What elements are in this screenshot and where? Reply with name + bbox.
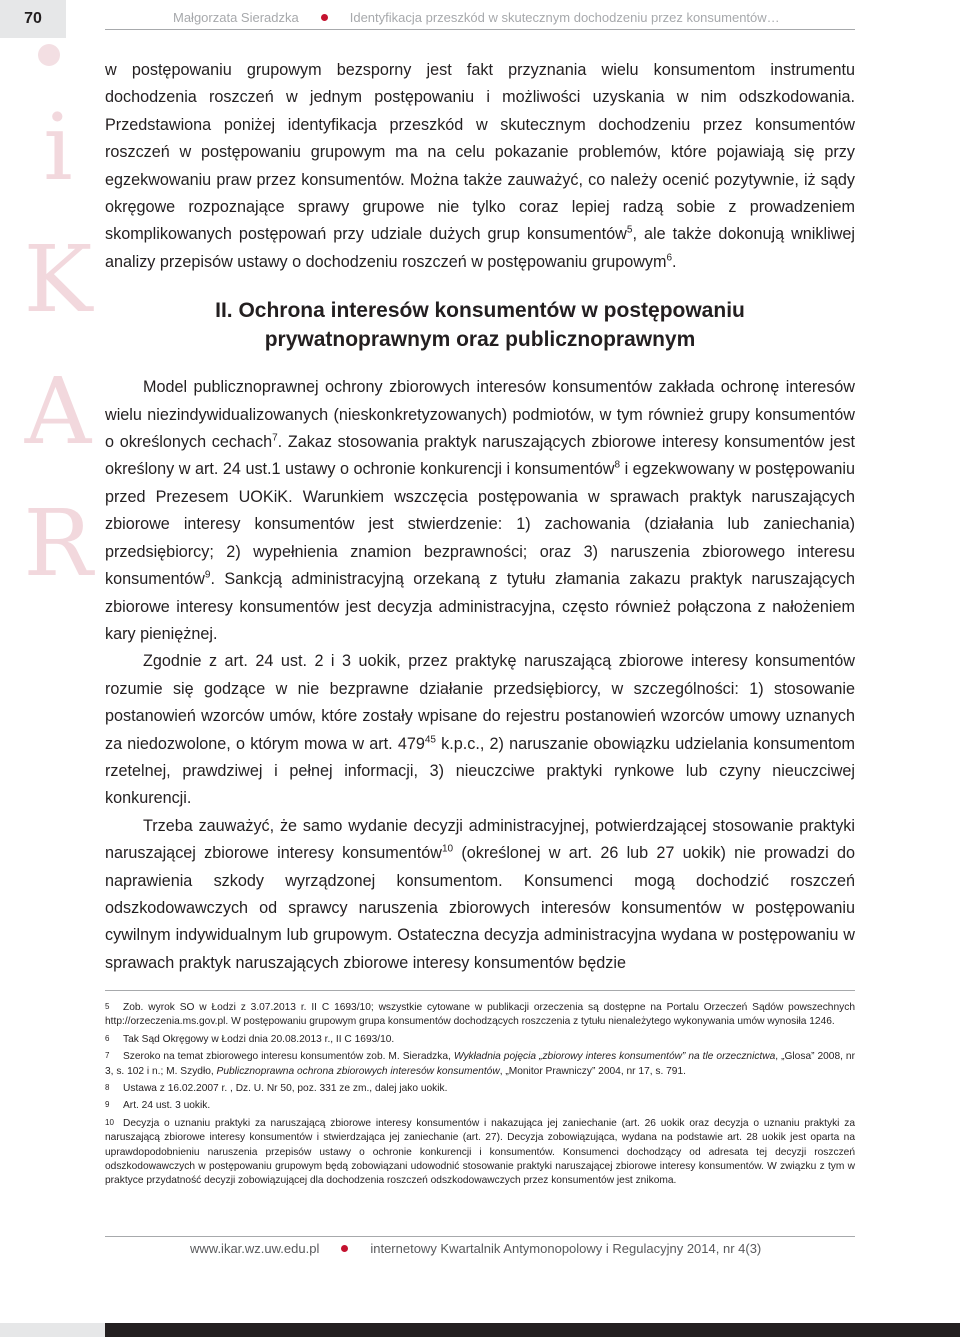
header-title: Identyfikacja przeszkód w skutecznym dochodzeniu przez konsumentów… xyxy=(349,10,780,25)
footnote-number: 8 xyxy=(105,1083,110,1093)
paragraph: Model publicznoprawnej ochrony zbiorowych interesów konsumentów zakłada ochronę interesów wielu niezindywidualizowanych (nieskonkretyzowanych) podmiotów, w tym również grupy konsumentów o określonych cechach$^7$. Zakaz stosowania praktyk naruszających zbiorowe interesy konsumentów jest określony w art. 24 ust.1 ustawy o ochronie konkurencji i konsumentów$^8$ i egzekwowany w postępowaniu przed Prezesem UOKiK. Warunkiem wszczęcia postępowania w sprawach praktyk naruszających zbiorowe interesy konsumentów jest stwierdzenie: 1) zachowania (działania lub zaniechania) przedsiębiorcy; 2) wypełnienia znamion bezprawności; oraz 3) naruszenia zbiorowego interesu konsumentów$^9$. Sankcją administracyjną orzekaną z tytułu złamania zakazu praktyk naruszających zbiorowe interesy konsumentów jest decyzja administracyjna, często również połączona z nałożeniem kary pieniężnej. xyxy=(105,378,855,643)
footnote: 9 Art. 24 ust. 3 uokik. xyxy=(105,1100,211,1112)
footnote-ref: 10 xyxy=(441,843,454,855)
footnote: 6 Tak Sąd Okręgowy w Łodzi dnia 20.08.2013 r., II C 1693/10. xyxy=(105,1033,395,1045)
bullet-dot-icon xyxy=(321,14,328,21)
bottom-bar xyxy=(0,1323,960,1337)
header-author: Małgorzata Sieradzka xyxy=(173,10,299,25)
bullet-dot-icon xyxy=(341,1245,348,1252)
footnote: 5 Zob. wyrok SO w Łodzi z 3.07.2013 r. II C 1693/10; wszystkie cytowane w publikacji orzeczenia są dostępne na Portalu Orzeczeń Sądów powszechnych http://orzeczenia.ms.gov.pl. W postępowaniu grupowym grupa konsumentów dochodzących roszczenia z tytułu nienależytego wykonywania umów wynosiła 1246. xyxy=(105,1002,855,1028)
footnote-ref: 9 xyxy=(204,569,211,581)
footnotes xyxy=(105,1001,855,1192)
heading-line: II. Ochrona interesów konsumentów w postępowaniu xyxy=(215,299,745,323)
footnote-ref: 5 xyxy=(626,225,633,237)
footnote-rule xyxy=(105,990,855,991)
footnote-ref: 8 xyxy=(614,460,621,472)
header-rule xyxy=(105,29,855,30)
paragraph: w postępowaniu grupowym bezsporny jest fakt przyznania wielu konsumentom instrumentu dochodzenia roszczeń w jednym postępowaniu i możliwości uzyskania w nim odszkodowania. Przedstawiona poniżej identyfikacja przeszkód w skutecznym dochodzeniu przez konsumentów roszczeń w postępowaniu grupowym ma na celu pokazanie problemów, które pojawiają się przy egzekwowaniu praw przez konsumentów. Można także zauważyć, co należy ocenić pozytywnie, iż sądy okręgowe rozpoznające sprawy grupowe nie tylko coraz lepiej radzą sobie z prowadzeniem skomplikowanych postępowań przy udziale dużych grup konsumentów$^5$, ale także dokonują wnikliwej analizy przepisów ustawy o dochodzeniu roszczeń w postępowaniu grupowym$^6$. xyxy=(105,61,855,271)
side-letter: i xyxy=(43,94,73,201)
footnote: 7 Szeroko na temat zbiorowego interesu konsumentów zob. M. Sieradzka, Wykładnia pojęcia „zbiorowy interes konsumentów” na tle orzecznictwa, „Glosa” 2008, nr 3, s. 102 i n.; M. Szydło, Publicznoprawna ochrona zbiorowych interesów konsumentów, „Monitor Prawniczy” 2004, nr 17, s. 791. xyxy=(105,1051,855,1077)
side-letter: K xyxy=(23,226,93,333)
italic-text: Publicznoprawna ochrona zbiorowych interesów konsumentów xyxy=(216,1065,500,1077)
footnote-number: 6 xyxy=(105,1033,110,1043)
page-footer xyxy=(190,1241,761,1256)
side-logo-dot-icon xyxy=(38,44,60,66)
italic-text: Wykładnia pojęcia „zbiorowy interes konsumentów” na tle orzecznictwa xyxy=(453,1051,776,1063)
footnote-number: 9 xyxy=(105,1100,110,1110)
running-header xyxy=(173,10,855,25)
main-text xyxy=(105,57,855,977)
footer-rule xyxy=(105,1236,855,1237)
paragraph: Zgodnie z art. 24 ust. 2 i 3 uokik, przez praktykę naruszającą zbiorowe interesy konsumentów rozumie się godzące w nie bezprawne działanie przedsiębiorcy, w szczególności: 1) stosowanie postanowień wzorców umów, które zostały wpisane do rejestru postanowień wzorców umowy uznanych za niedozwolone, o którym mowa w art. $479^{45}$ k.p.c., 2) naruszanie obowiązku udzielania konsumentom rzetelnej, prawdziwej i pełnej informacji, 3) nieuczciwe praktyki rynkowe lub czyny nieuczciwej konkurencji. xyxy=(105,652,855,808)
side-letter: A xyxy=(24,358,92,465)
footnote-number: 10 xyxy=(105,1117,114,1127)
footnote-number: 5 xyxy=(105,1002,110,1011)
heading-line: prywatnoprawnym oraz publicznoprawnym xyxy=(264,328,696,352)
footer-journal: internetowy Kwartalnik Antymonopolowy i Regulacyjny 2014, nr 4(3) xyxy=(370,1241,762,1256)
footnote-ref: 45 xyxy=(424,734,436,746)
footnote-number: 7 xyxy=(105,1051,110,1061)
side-letter: R xyxy=(23,490,93,597)
section-heading xyxy=(105,296,855,354)
page-number: 70 xyxy=(0,0,66,38)
footer-url[interactable]: www.ikar.wz.uw.edu.pl xyxy=(190,1241,320,1256)
footnote: 8 Ustawa z 16.02.2007 r. , Dz. U. Nr 50, poz. 331 ze zm., dalej jako uokik. xyxy=(105,1083,448,1095)
footnote: 10 Decyzja o uznaniu praktyki za naruszającą zbiorowe interesy konsumentów i nakazująca jej zaniechanie (art. 26 uokik oraz decyzja o uznaniu praktyki za naruszającą zbiorowe interesy konsumentów i stwierdzająca jej zaniechanie (art. 27). Decyzja zobowiązująca, wydana na podstawie art. 28 uokik jest oparta na uprawdopodobnieniu naruszenia przepisów ustawy o ochronie konkurencji i konsumentów. Konsumenci dochodzący od adresata tej decyzji roszczeń odszkodowawczych w postępowaniu grupowym będą zobowiązani udowodnić stosowanie praktyki naruszającej zbiorowe interesy konsumentów. W związku z tym w praktyce przydatność decyzji zobowiązującej dla dochodzenia roszczeń odszkodowawczych przez konsumentów jest znikoma. xyxy=(105,1117,855,1187)
footnote-ref: 6 xyxy=(666,252,673,264)
footnote-ref: 7 xyxy=(272,432,278,444)
paragraph: Trzeba zauważyć, że samo wydanie decyzji administracyjnej, potwierdzającej stosowanie praktyki naruszającej zbiorowe interesy konsumentów$^{10}$ (określonej w art. 26 lub 27 uokik) nie prowadzi do naprawienia szkody wyrządzonej konsumentom. Konsumenci mogą dochodzić roszczeń odszkodowawczych od sprawcy naruszenia zbiorowych interesów konsumentów w postępowaniu cywilnym indywidualnym lub grupowym. Ostateczna decyzja administracyjna wydana w postępowaniu w sprawach praktyk naruszających zbiorowe interesy konsumentów będzie xyxy=(105,816,855,972)
side-logo xyxy=(18,82,98,610)
